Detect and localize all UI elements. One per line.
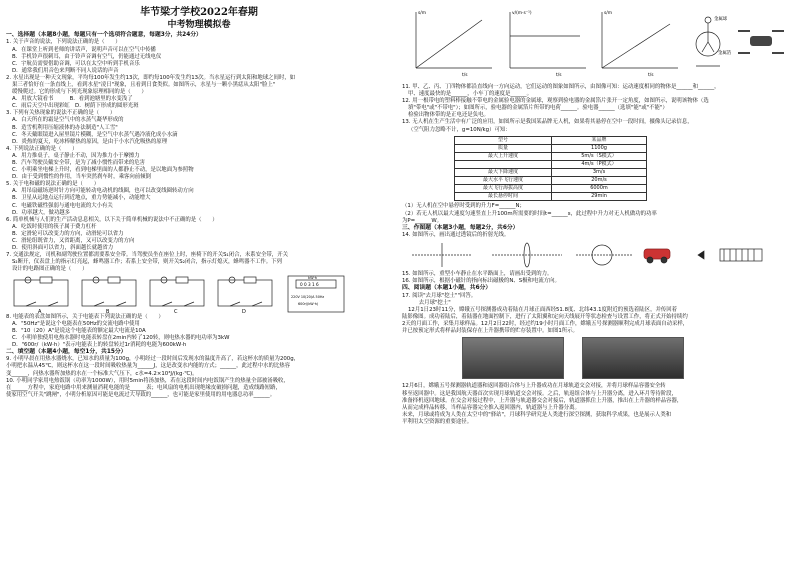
- meter-constant: 600r/(kW·h): [298, 301, 319, 306]
- question-17: 17. 阅读"去月球"挖土""回答。 去月球"挖土" 12月1日23时11分，嫦娥五号探测器成功着陆在月球正面西经51.8度、北纬43.1度附近的预选着陆区，并传回着 陆影像图。成功着陆后，着陆器在地面控制下，进行了太阳翼和定向天线展开等状态检查与设置工作，将正式开始持续约 2天的月面工作，采集月球样品。12月2日22时，经过约19小时月面工作，嫦娥五号探测器顺利完成月球表面自动采样， 并已按预定形式将样品封装保存在上升器携带的贮存装置中。如图1所示。: [402, 292, 689, 335]
- circuit-c-label: C: [174, 308, 178, 314]
- table-row: 最大上升速度 5m/s（S模式）: [455, 152, 647, 160]
- graph-2-x-label: t/s: [556, 73, 562, 78]
- lunar-lander-photo-1: [462, 337, 564, 379]
- section-2-heading: 二、填空题（本题4小题，每空1分，共15分）: [6, 348, 127, 355]
- table-row: 4m/s（P模式）: [455, 160, 647, 168]
- lunar-lander-photo-2: [582, 337, 684, 379]
- question-7: 7. 交通法规定，司机和副驾驶位置都需要系安全带。当驾驶员坐在座位上时，座椅下的开关S₁闭合，未系安全带，开关 S₂断开，仪表盘上的指示灯亮起，蜂鸣器工作；若系上安全带，则开关S₂闭合，指示灯熄灭，蜂鸣器不工作。下列 设计的电路图正确的是（ ）: [6, 252, 288, 273]
- table-header-row: 型号 某品牌: [455, 136, 647, 144]
- table-row: 最大飞行海拔高度 6000m: [455, 185, 647, 193]
- drone-picture: [738, 30, 784, 54]
- question-12: 12. 用一根带电的塑料棒接触不带电的金属验电器的金属球，观察到验电器的金属箔片张开一定角度，如图所示，说明该物体（选 填"带电"或"不带电"）；如图所示，验电器的金属箔片所带的电荷______。验电器______（选填"能"或"不能"） 检验出物体带的是正电还是负电。: [402, 98, 709, 119]
- drawing-figures: [402, 239, 788, 271]
- question-6: 6. 简单机械与人们的生产活动息息相关，以下关于简单机械的说法中不正确的是（ ） A．吃饭时使用的筷子属于费力杠杆 B．定滑轮可以改变力的方向，动滑轮可以省力 C．滑轮组既省力，又省距离，又可以改变力的方向 D．使用斜面可以省力，斜面越长就越省力: [6, 216, 218, 252]
- table-row: 最大水平飞行速度 20m/s: [455, 177, 647, 185]
- meter-rating: 220V 10(20)A 50Hz: [291, 294, 325, 299]
- question-10: 10. 小明同学家用电热饭锅（功率为1000W），用时5min将汤加热，若在这段时间内电饭锅产生的热量全部被汤吸收， 在______方程中，家庭电路中用来测量消耗电能的是______表；电风扇的电机出现绝缘皮破损问题，造成线路短路， 使家用空气开关"跳闸"，小明分析原因可能是电流过大导致的______，也可能是家里使用的用电器总功率______。: [6, 377, 289, 398]
- question-1: 1. 关于声音的说法，下列说法正确的是（ ） A．在课堂上听到老师的讲话声，说明声音可以在空气中传播 B．手机铃声很刺耳，由于铃声音调有空气，仍能通过无线电仪 C．宇航员需要借助音调，可以在太空中听到手机音乐 D．通常我们用音色来判断不同人说话的声音: [6, 39, 162, 74]
- drone-spec-table: [454, 136, 647, 202]
- question-4: 4. 下列说法正确的是（ ） A．用力推桌子，桌子静止不动，因为推力小于摩擦力 B．汽车驾驶员戴安全带，是为了减小惯性而带来的危害 C．小明乘坐电梯上升时，看到电梯里面的人都静止不动，是以地面为参照物 D．由于受到惯性的作用，当车突然刹车时，乘客向前倾倒: [6, 145, 194, 181]
- electroscope-ball-label: 金属球: [714, 17, 728, 22]
- question-14: 14. 如图所示，画出通过透镜后的折射光线。: [402, 232, 510, 239]
- left-column: [6, 6, 392, 399]
- graph-1-x-label: t/s: [462, 73, 468, 78]
- graph-1-y-label: s/m: [418, 11, 427, 16]
- question-15: 15. 如图所示，重型小车静止在水平路面上，请画出受到的力。: [402, 271, 553, 278]
- question-16: 16. 如图所示，根据小磁针的指向标出磁极的N、S极和电流方向。: [402, 278, 560, 285]
- table-row: 质量 1100g: [455, 144, 647, 152]
- question-8: 8. 电能表的表盘如图所示，关于电能表下列说法正确的是（ ） A．"50Hz"是说这个电能表在50Hz的交流电路中使用 B．"10（20）A"是说这个电能表的额定最大电流是10A C．小明单独使用电热水器时电能表转盘在2min内转了120转，则电热水器的电功率为3kW D．"600r/（kW·h）"表示电能表上的转盘转过1r消耗的电能为600kW·h: [6, 313, 230, 348]
- question-13-tail: （1）无人机在空中悬停时受到的升力F=______N； （2）若无人机以最大速度匀速竖直上升100m所需要的时间t=______s，此过程中升力对无人机做功的功率 为P=______W。: [402, 203, 657, 224]
- question-3: 3. 下列有关热现象的说法不正确的是（ ） A．白天所在的霜是空气中的水蒸气凝华形成的 B．造雪机利用压缩液体的办法制造"人工雪" C．冬天戴眼镜进入屋里镜片模糊，是空气中水蒸气遇冷液化成小水滴 D．炎热的夏天，吃冰棒解热的原因，是由于小水汽化吸热的原理: [6, 110, 178, 145]
- question-17-continued: 12月6日，嫦娥五号探测器轨道器和返回器组合体与上升器成功在月球轨道交会对接，并将月球样品容器安全转 移至返回器中。这是我国航天器首次实现月球轨道交会对接。之后，轨返组合体与上升器分离，进入环月等待阶段， 准备择机返回地球。在交会对接过程中，上升器与轨道器交会对接后，轨道器抓住上升器，推出在上升器的样品容器， 从而完成样品转移，当样品容器完全推入返回器内，轨道器与上升器分离。 未来，月球或将成为人类在太空中的"驿站"，月球科学研究是人类进行深空探测，获取科学成果，也是展示人类和 平利用太空资源的重要途径。: [402, 383, 683, 425]
- table-row: 最大下降速度 3m/s: [455, 169, 647, 177]
- graph-2-y-label: v/(m·s⁻¹): [512, 11, 532, 16]
- section-3-heading: 三、作图题（本题3小题，每题2分，共6分）: [402, 224, 519, 231]
- table-row: 最长悬停时间 29min: [455, 193, 647, 201]
- chang-e-photos: [462, 337, 788, 382]
- question-13: 13. 无人机在生产生活中有广泛的应用，如图所示是我国某品牌无人机，如果将其悬停在空中一段时间，摄像头记录信息， （空气阻力忽略不计，g=10N/kg）可知：: [402, 119, 693, 133]
- graph-3-y-label: s/m: [604, 11, 613, 16]
- circuit-d-label: D: [242, 308, 246, 314]
- circuit-b-label: B: [106, 308, 110, 314]
- circuit-diagrams: [6, 274, 392, 314]
- meter-unit: kW·h: [308, 275, 318, 280]
- question-11: 11. 甲、乙、丙、丁四物体都沿直线向一方向运动，它们运动的图象如图所示，由图像可知：运动速度相同的物体是______和______， 甲、速度最快的是______，小车丁的速度是______。: [402, 84, 720, 98]
- exam-school-title: 毕节梁才学校2022年春期: [140, 7, 258, 18]
- q11-q12-figures: [402, 6, 788, 84]
- graph-3-x-label: t/s: [648, 73, 654, 78]
- electroscope-foil-label: 金属箔: [718, 51, 732, 56]
- circuit-a-label: A: [38, 308, 42, 314]
- section-4-heading: 四、阅读题（本题1小题，共6分）: [402, 285, 492, 292]
- question-9: 9. 小明早晨在用热水器烧水，已知水的质量为100g，小明经过一段时间后发现水的温度升高了，若这杯水的质量为200g， 小明把水温从45℃，则这杯水在这一段时间吸收热量为______J，这是改变水内能的方式；______，此过程中水的比热容 变______，问热水器所加热的水在一个标准大气压下，c水=4.2×10³J/(kg·℃)。: [6, 356, 300, 377]
- section-1-heading: 一、选择题（本题8小题，每题只有一个选项符合题意，每题3分，共24分）: [6, 32, 202, 38]
- meter-reading: 0 0 3 1 6: [300, 281, 319, 287]
- exam-subject-title: 中考物理模拟卷: [167, 20, 231, 30]
- right-column: [402, 6, 788, 426]
- question-2: 2. 水星出现是一种天文现象，平均每100年发生约13次，即约每100年发生约13次。当水星运行到太阳和地球之间时，如 果三者恰好在一条直线上，看到水星"凌日"现象，且看到日食类似。如图所示，水星与一颗小黑痣从太阳"脸上" 缓慢爬过。它的形成与下列光现象原理相同的是（ ） A．用放大镜看书 B．看到池塘里的水变浅了 C．雨后天空中出现彩虹 D．树荫下形成的圆形光斑: [6, 74, 296, 110]
- question-5: 5. 关于电和磁的说法正确的是（ ） A．用吊扇磁场逆时针方向可能转动电动机的线圈，也可以改变线圈转动方向 B．卫星从远地点运行到近地点，重力势能减小，动能增大 C．电磁铁磁性强弱与通电电流的大小有关 D．功率越大，做功越多: [6, 181, 194, 216]
